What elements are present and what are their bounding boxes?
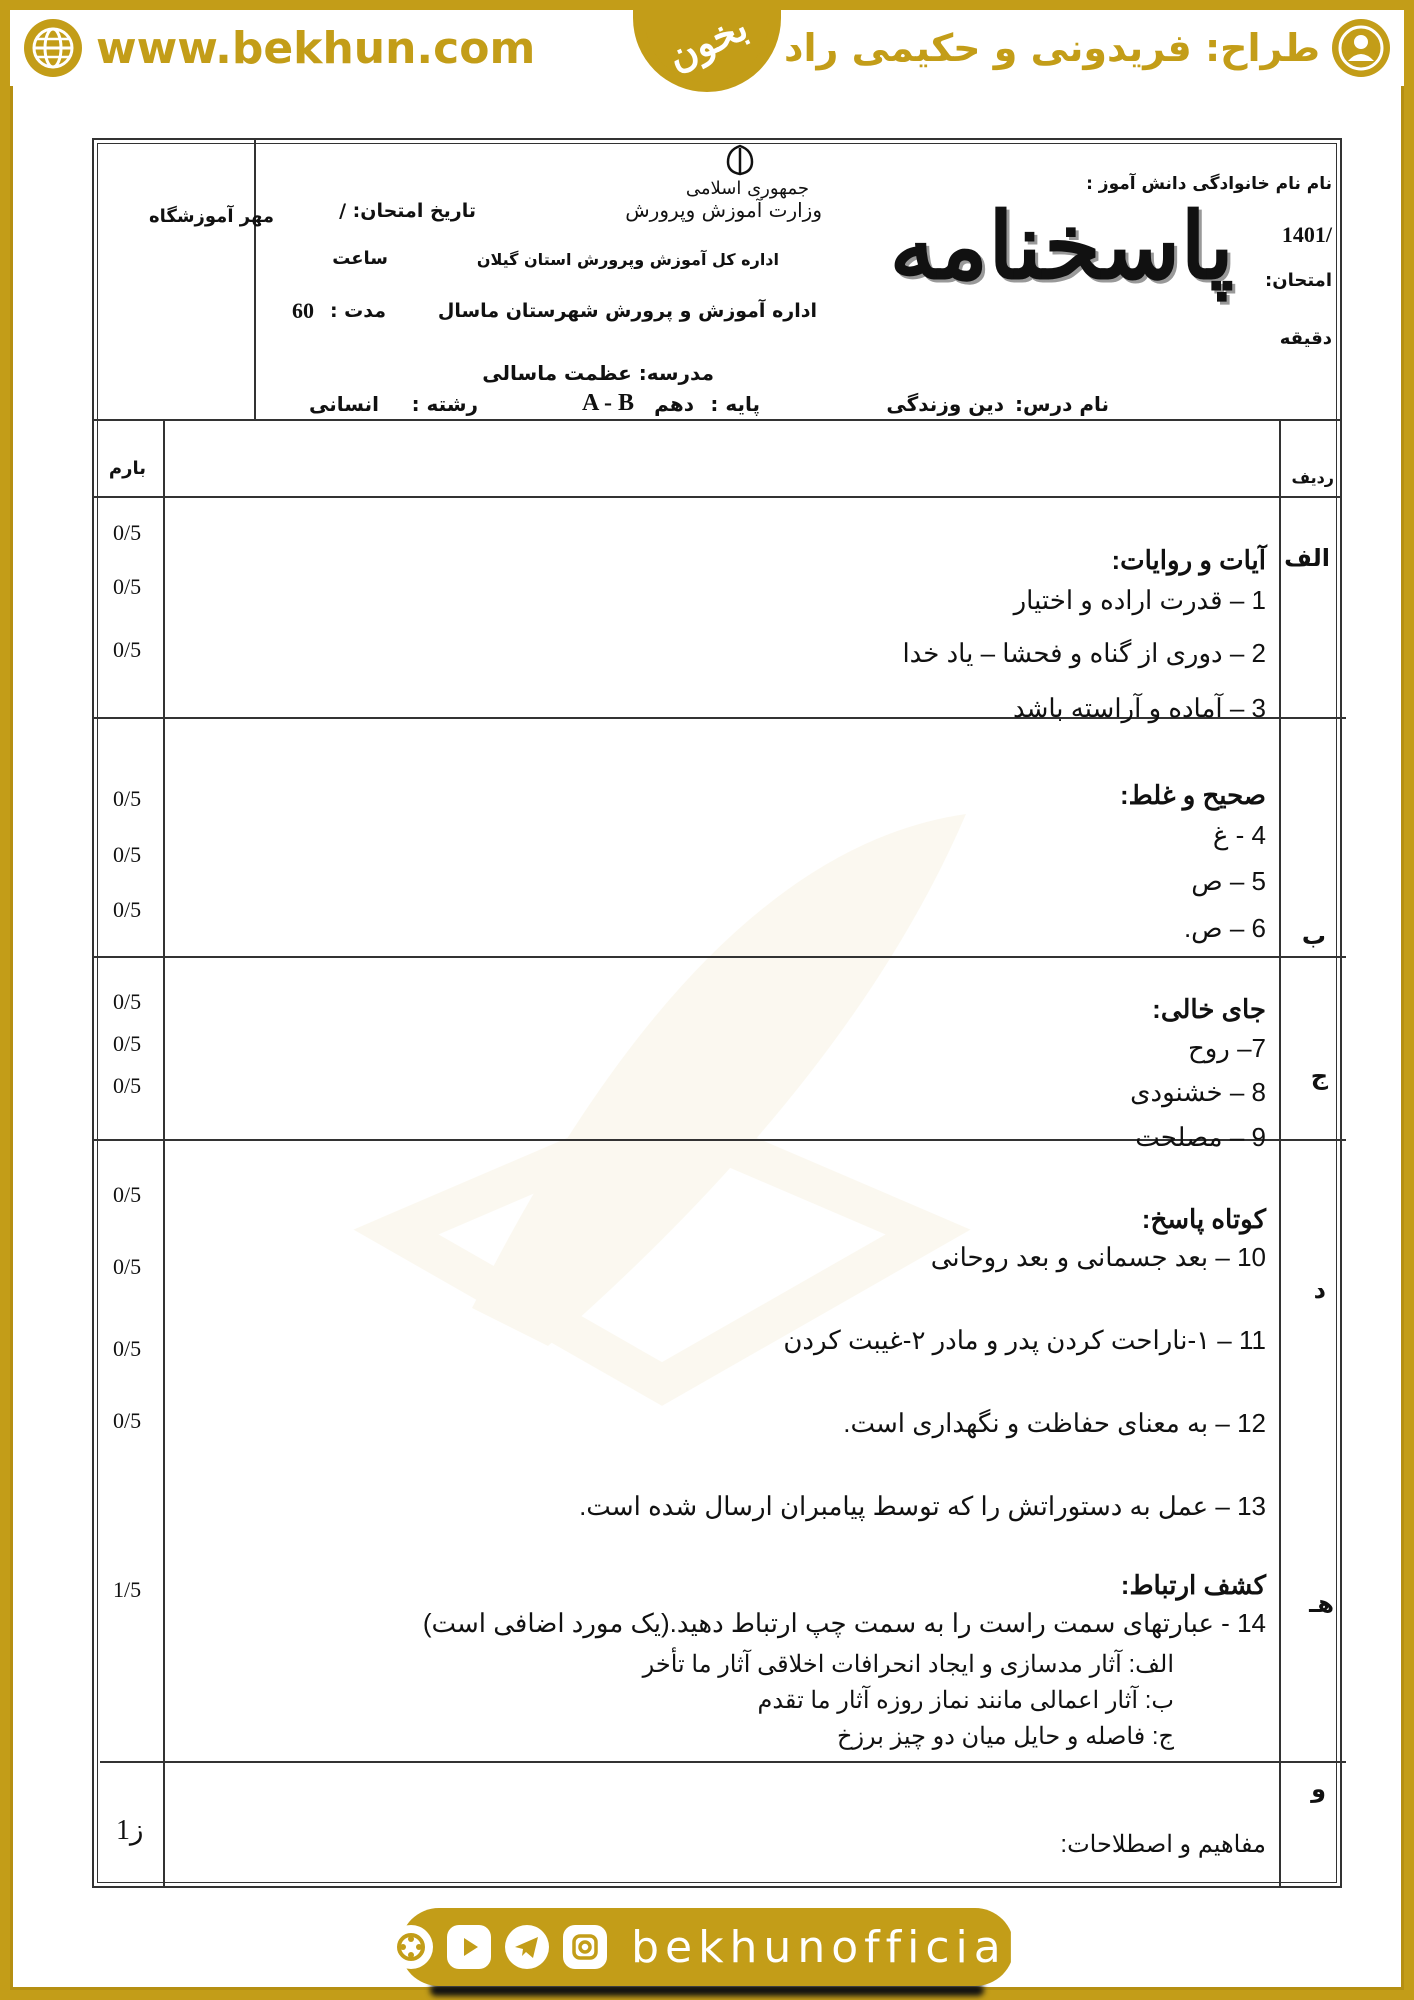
telegram-icon[interactable] [505,1925,549,1969]
answer-line: 12 – به معنای حفاظت و نگهداری است. [843,1408,1266,1438]
time-label: ساعت [332,248,388,269]
exam-date-label: تاریخ امتحان: / [339,200,476,222]
section-divider [100,1761,1346,1763]
section-heading: آیات و روایات: [1111,545,1266,575]
duration-value: 60 [292,298,314,323]
user-icon [1332,19,1390,77]
answer-line: 13 – عمل به دستوراتش را که توسط پیامبران ارسال شده است. [579,1491,1266,1521]
match-line: ب: آثار اعمالی مانند نماز روزه آثار ما تقدم [757,1687,1174,1714]
row-column-line [1279,421,1281,1886]
match-line: ج: فاصله و حایل میان دو چیز برزخ [836,1723,1174,1750]
header-divider [94,419,1340,421]
score-value: 0/5 [113,897,142,922]
emblem-icon [718,142,762,178]
course-value: دین وزندگی [886,392,1004,416]
website-link[interactable] [24,18,535,78]
score-value: 0/5 [113,637,142,662]
answer-line: 2 – دوری از گناه و فحشا – یاد خدا [902,638,1266,668]
exam-label: امتحان: [1265,270,1332,291]
row-letter: الف [1284,544,1330,572]
grade-value: دهم [654,392,694,416]
section-heading: کشف ارتباط: [1120,1570,1266,1600]
answer-line: 4 - غ [1212,820,1266,850]
county-office: اداره آموزش و پرورش شهرستان ماسال [437,300,817,322]
page-title: پاسخنامه [889,192,1234,300]
globe-icon [24,19,82,77]
field-value: انسانی [309,392,379,416]
score-value: 0/5 [113,1408,142,1433]
designer-credit [784,18,1390,78]
answer-line: 6 – ص. [1183,913,1266,943]
score-value: 0/5 [113,1073,142,1098]
answer-line: 9 – مصلحت [1135,1122,1266,1152]
row-letter: هـ [1309,1590,1334,1618]
score-value: ز1 [116,1815,144,1846]
duration-label: مدت : [329,300,386,322]
row-column-header: ردیف [1291,468,1334,487]
answer-line: 10 – بعد جسمانی و بعد روحانی [930,1242,1266,1272]
province-office: اداره کل آموزش وپرورش استان گیلان [476,250,779,269]
row-letter: و [1311,1775,1326,1803]
score-value: 0/5 [113,1031,142,1056]
social-handle: bekhunofficial [631,1921,1025,1973]
score-value: 0/5 [113,842,142,867]
section-divider [94,956,1346,958]
minute-label: دقیقه [1279,328,1332,349]
exam-year: 1401/ [1281,222,1332,247]
stamp-divider [254,140,256,421]
stamp-label: مهر آموزشگاه [148,206,274,227]
score-value: 0/5 [113,786,142,811]
row-letter: ج [1310,1062,1328,1090]
section-heading: صحیح و غلط: [1119,780,1266,810]
logo: بخون [660,3,754,79]
section-heading: جای خالی: [1152,994,1266,1024]
section-heading: کوتاه پاسخ: [1141,1204,1266,1234]
student-name-label: نام نام خانوادگی دانش آموز : [1086,174,1332,194]
score-column-header: بارم [108,458,146,479]
course-label: نام درس: [1014,392,1109,416]
designer-name: طراح: فریدونی و حکیمی راد [784,26,1320,70]
answer-line: 11 – ۱-ناراحت کردن پدر و مادر ۲-غیبت کردن [783,1325,1266,1355]
score-value: 0/5 [113,1254,142,1279]
score-value: 1/5 [113,1577,142,1602]
answer-line: 7– روح [1187,1033,1266,1063]
ministry-label: وزارت آموزش وپرورش [625,198,822,222]
instagram-icon[interactable] [563,1925,607,1969]
grade-label: پایه : [710,392,760,416]
republic-label: جمهوری اسلامی [685,178,809,199]
answer-line: 8 – خشنودی [1130,1077,1266,1107]
score-column-line [163,421,165,1886]
class-value: A - B [581,390,634,416]
section-heading: مفاهیم و اصطلاحات: [1060,1831,1266,1858]
answer-line: 1 – قدرت اراده و اختیار [1013,585,1266,615]
question-line: 14 - عبارتهای سمت راست را به سمت چپ ارتباط دهید.(یک مورد اضافی است) [422,1608,1266,1638]
score-value: 0/5 [113,520,142,545]
answer-line: 3 – آماده و آراسته باشد [1012,693,1266,723]
score-value: 0/5 [113,989,142,1014]
match-line: الف: آثار مدسازی و ایجاد انحرافات اخلاقی آثار ما تأخر [642,1651,1174,1678]
aparat-icon[interactable] [389,1925,433,1969]
social-bar[interactable] [400,1908,1025,1986]
youtube-icon[interactable] [447,1925,491,1969]
answer-line: 5 – ص [1191,866,1266,896]
score-value: 0/5 [113,1182,142,1207]
column-header-divider [94,496,1340,498]
field-label: رشته : [411,392,478,416]
row-letter: د [1313,1276,1326,1304]
row-letter: ب [1301,922,1326,950]
score-value: 0/5 [113,1336,142,1361]
school-name: مدرسه: عظمت ماسالی [482,361,714,385]
website-text: www.bekhun.com [96,22,536,74]
score-value: 0/5 [113,574,142,599]
